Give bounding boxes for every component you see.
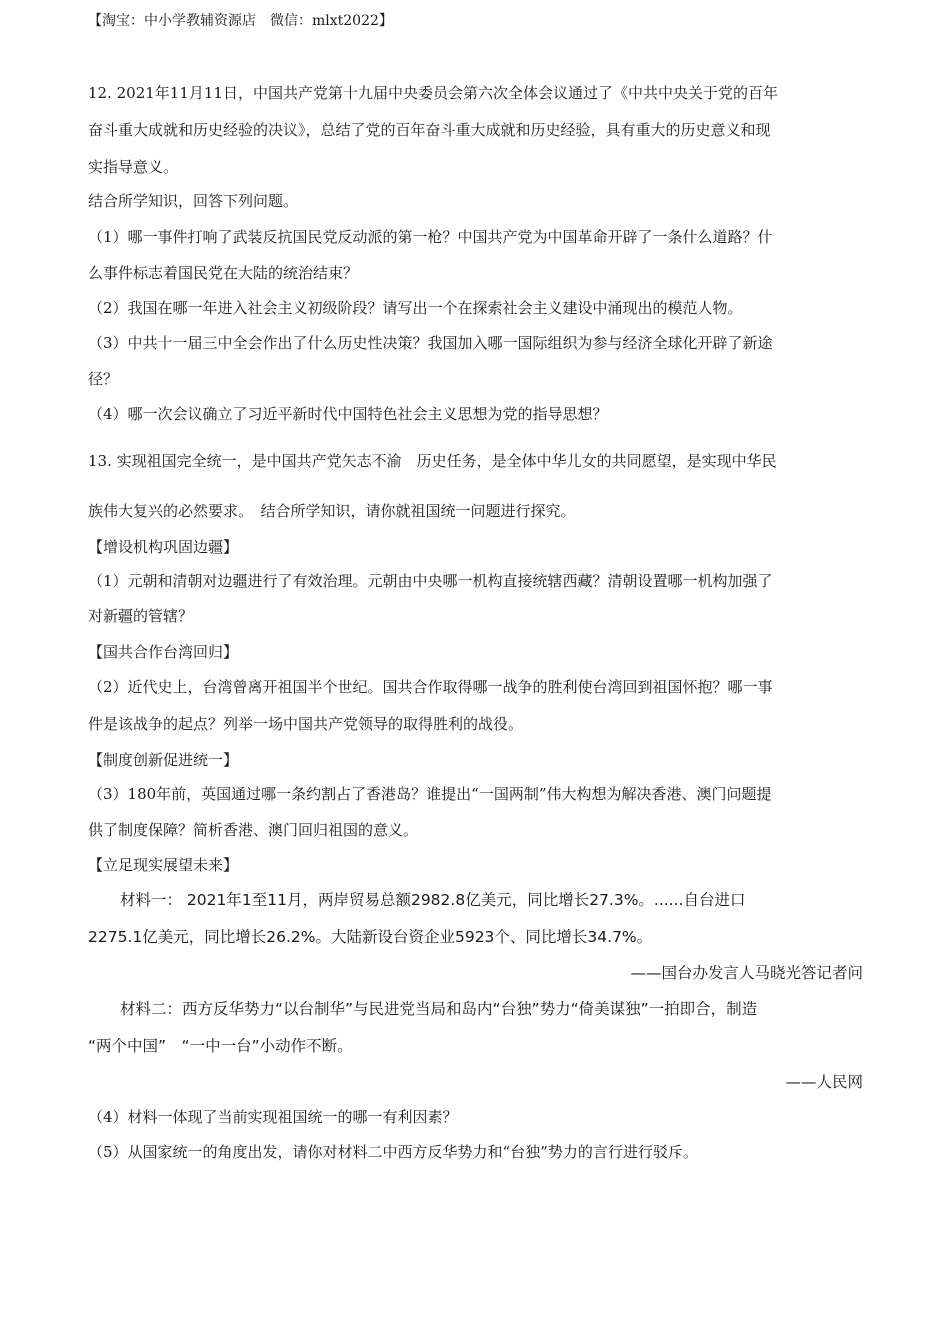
- q12-line-5: （1）哪一事件打响了武装反抗国民党反动派的第一枪？中国共产党为中国革命开辟了一条什么道路？什: [88, 228, 773, 246]
- q12-line-4: 结合所学知识，回答下列问题。: [88, 192, 299, 210]
- q12-line-9: 径？: [88, 370, 119, 388]
- q12-line-6: 么事件标志着国民党在大陆的统治结束？: [88, 264, 359, 282]
- material-1-source: ——国台办发言人马晓光答记者问: [630, 964, 863, 982]
- q13-line-1: 13. 实现祖国完全统一，是中国共产党矢志不渝 历史任务，是全体中华儿女的共同愿望，是实现中华民: [88, 452, 777, 470]
- q13-heading-1: 【增设机构巩固边疆】: [88, 538, 239, 556]
- q12-line-1: 12. 2021年11月11日，中国共产党第十九届中央委员会第六次全体会议通过了《中共中央关于党的百年: [88, 84, 778, 102]
- q12-line-2: 奋斗重大成就和历史经验的决议》，总结了党的百年奋斗重大成就和历史经验，具有重大的历史意义和现: [88, 121, 771, 139]
- q12-line-7: （2）我国在哪一年进入社会主义初级阶段？请写出一个在探索社会主义建设中涌现出的模范人物。: [88, 299, 743, 317]
- material-2-line-2: “两个中国” “一中一台”小动作不断。: [88, 1037, 353, 1055]
- q13-heading-2: 【国共合作台湾回归】: [88, 643, 239, 661]
- q12-line-3: 实指导意义。: [88, 158, 179, 176]
- q13-sub-question-5: （5）从国家统一的角度出发，请你对材料二中西方反华势力和“台独”势力的言行进行驳斥。: [88, 1143, 698, 1161]
- q13-line-2: 族伟大复兴的必然要求。 结合所学知识，请你就祖国统一问题进行探究。: [88, 502, 576, 520]
- page-header-watermark: 【淘宝：中小学教辅资源店 微信：mlxt2022】: [88, 13, 393, 29]
- q13-line-8: 件是该战争的起点？列举一场中国共产党领导的取得胜利的战役。: [88, 715, 524, 733]
- q12-line-8: （3）中共十一届三中全会作出了什么历史性决策？我国加入哪一国际组织为参与经济全球化开辟了新途: [88, 334, 773, 352]
- material-2-line-1: 材料二：西方反华势力“以台制华”与民进党当局和岛内“台独”势力“倚美谋独”一拍即合，制造: [120, 1000, 758, 1018]
- q12-line-10: （4）哪一次会议确立了习近平新时代中国特色社会主义思想为党的指导思想？: [88, 405, 608, 423]
- q13-line-11: 供了制度保障？简析香港、澳门回归祖国的意义。: [88, 821, 419, 839]
- material-1-line-2: 2275.1亿美元，同比增长26.2%。大陆新设台资企业5923个、同比增长34.7%。: [88, 928, 653, 946]
- q13-sub-question-4: （4）材料一体现了当前实现祖国统一的哪一有利因素？: [88, 1108, 458, 1126]
- q13-line-7: （2）近代史上，台湾曾离开祖国半个世纪。国共合作取得哪一战争的胜利使台湾回到祖国怀抱？哪一事: [88, 678, 773, 696]
- q13-heading-4: 【立足现实展望未来】: [88, 856, 239, 874]
- q13-heading-3: 【制度创新促进统一】: [88, 751, 239, 769]
- material-2-source: ——人民网: [785, 1073, 863, 1091]
- q13-line-5: 对新疆的管辖？: [88, 607, 194, 625]
- material-1-line-1: 材料一： 2021年1至11月，两岸贸易总额2982.8亿美元，同比增长27.3%。......自台进口: [120, 891, 746, 909]
- q13-line-4: （1）元朝和清朝对边疆进行了有效治理。元朝由中央哪一机构直接统辖西藏？清朝设置哪一机构加强了: [88, 572, 773, 590]
- q13-line-10: （3）180年前，英国通过哪一条约割占了香港岛？谁提出“一国两制”伟大构想为解决香港、澳门问题提: [88, 785, 772, 803]
